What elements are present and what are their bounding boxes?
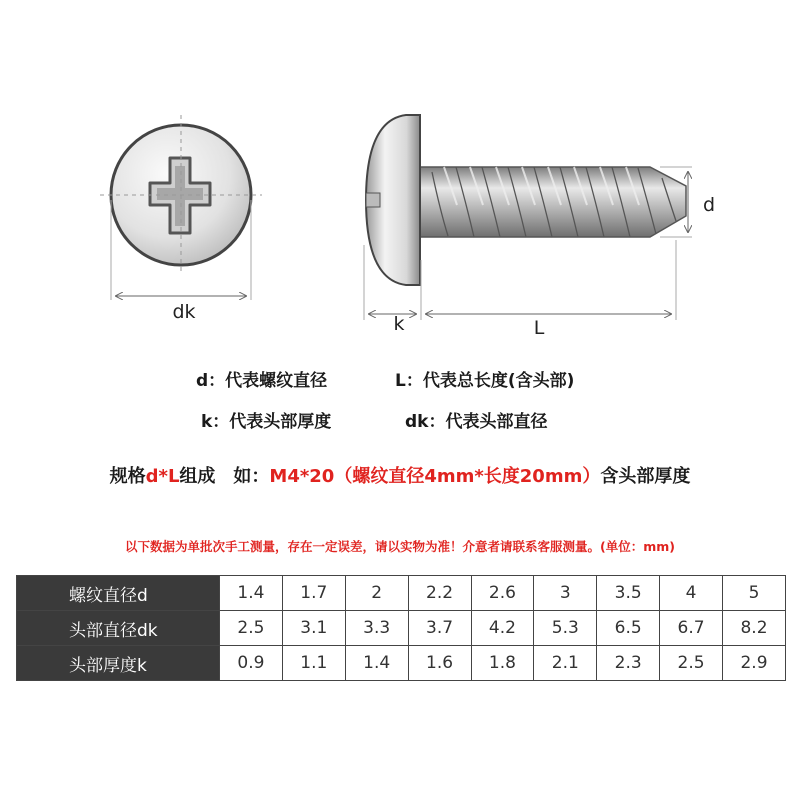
table-cell: 2.1 <box>534 646 597 681</box>
spec-formula: d*L <box>145 466 180 487</box>
table-cell: 0.9 <box>220 646 283 681</box>
table-cell: 5 <box>723 576 786 611</box>
spec-example: M4*20（螺纹直径4mm*长度20mm） <box>269 466 601 487</box>
table-cell: 5.3 <box>534 611 597 646</box>
table-cell: 2.5 <box>220 611 283 646</box>
spec-table <box>16 575 786 681</box>
screw-side-view <box>364 115 715 339</box>
table-cell: 2.6 <box>471 576 534 611</box>
table-cell: 1.8 <box>471 646 534 681</box>
dk-dimension-label: dk <box>172 301 196 323</box>
spec-mid: 组成 如： <box>179 466 270 487</box>
k-dimension-label: k <box>393 313 405 335</box>
table-cell: 2.3 <box>597 646 660 681</box>
table-cell: 3.7 <box>408 611 471 646</box>
table-cell: 2.5 <box>660 646 723 681</box>
table-cell: 6.5 <box>597 611 660 646</box>
legend-L: L：代表总长度(含头部) <box>395 371 575 391</box>
L-dimension-label: L <box>533 317 545 339</box>
table-cell: 1.4 <box>345 646 408 681</box>
row-header: 头部直径dk <box>17 611 220 646</box>
d-dimension-label: d <box>702 194 716 216</box>
table-row <box>17 646 786 681</box>
table-cell: 3.5 <box>597 576 660 611</box>
row-header: 头部厚度k <box>17 646 220 681</box>
table-cell: 1.1 <box>282 646 345 681</box>
spec-prefix: 规格 <box>109 466 146 487</box>
table-cell: 1.7 <box>282 576 345 611</box>
table-cell: 1.6 <box>408 646 471 681</box>
measurement-note: 以下数据为单批次手工测量，存在一定误差，请以实物为准！介意者请联系客服测量。(单位：mm) <box>125 539 675 554</box>
table-cell: 3.1 <box>282 611 345 646</box>
table-cell: 2.2 <box>408 576 471 611</box>
legend-d: d：代表螺纹直径 <box>196 371 328 391</box>
table-cell: 6.7 <box>660 611 723 646</box>
table-cell: 3.3 <box>345 611 408 646</box>
table-row <box>17 611 786 646</box>
table-cell: 3 <box>534 576 597 611</box>
table-cell: 4 <box>660 576 723 611</box>
spec-suffix: 含头部厚度 <box>600 466 691 487</box>
spec-line <box>0 462 800 488</box>
legend-dk: dk：代表头部直径 <box>405 412 548 432</box>
table-cell: 2.9 <box>723 646 786 681</box>
screw-diagram <box>0 0 800 350</box>
screw-head-top-view <box>100 115 262 323</box>
table-cell: 8.2 <box>723 611 786 646</box>
row-header: 螺纹直径d <box>17 576 220 611</box>
table-cell: 4.2 <box>471 611 534 646</box>
table-cell: 2 <box>345 576 408 611</box>
table-row <box>17 576 786 611</box>
legend-k: k：代表头部厚度 <box>201 412 332 432</box>
table-cell: 1.4 <box>220 576 283 611</box>
